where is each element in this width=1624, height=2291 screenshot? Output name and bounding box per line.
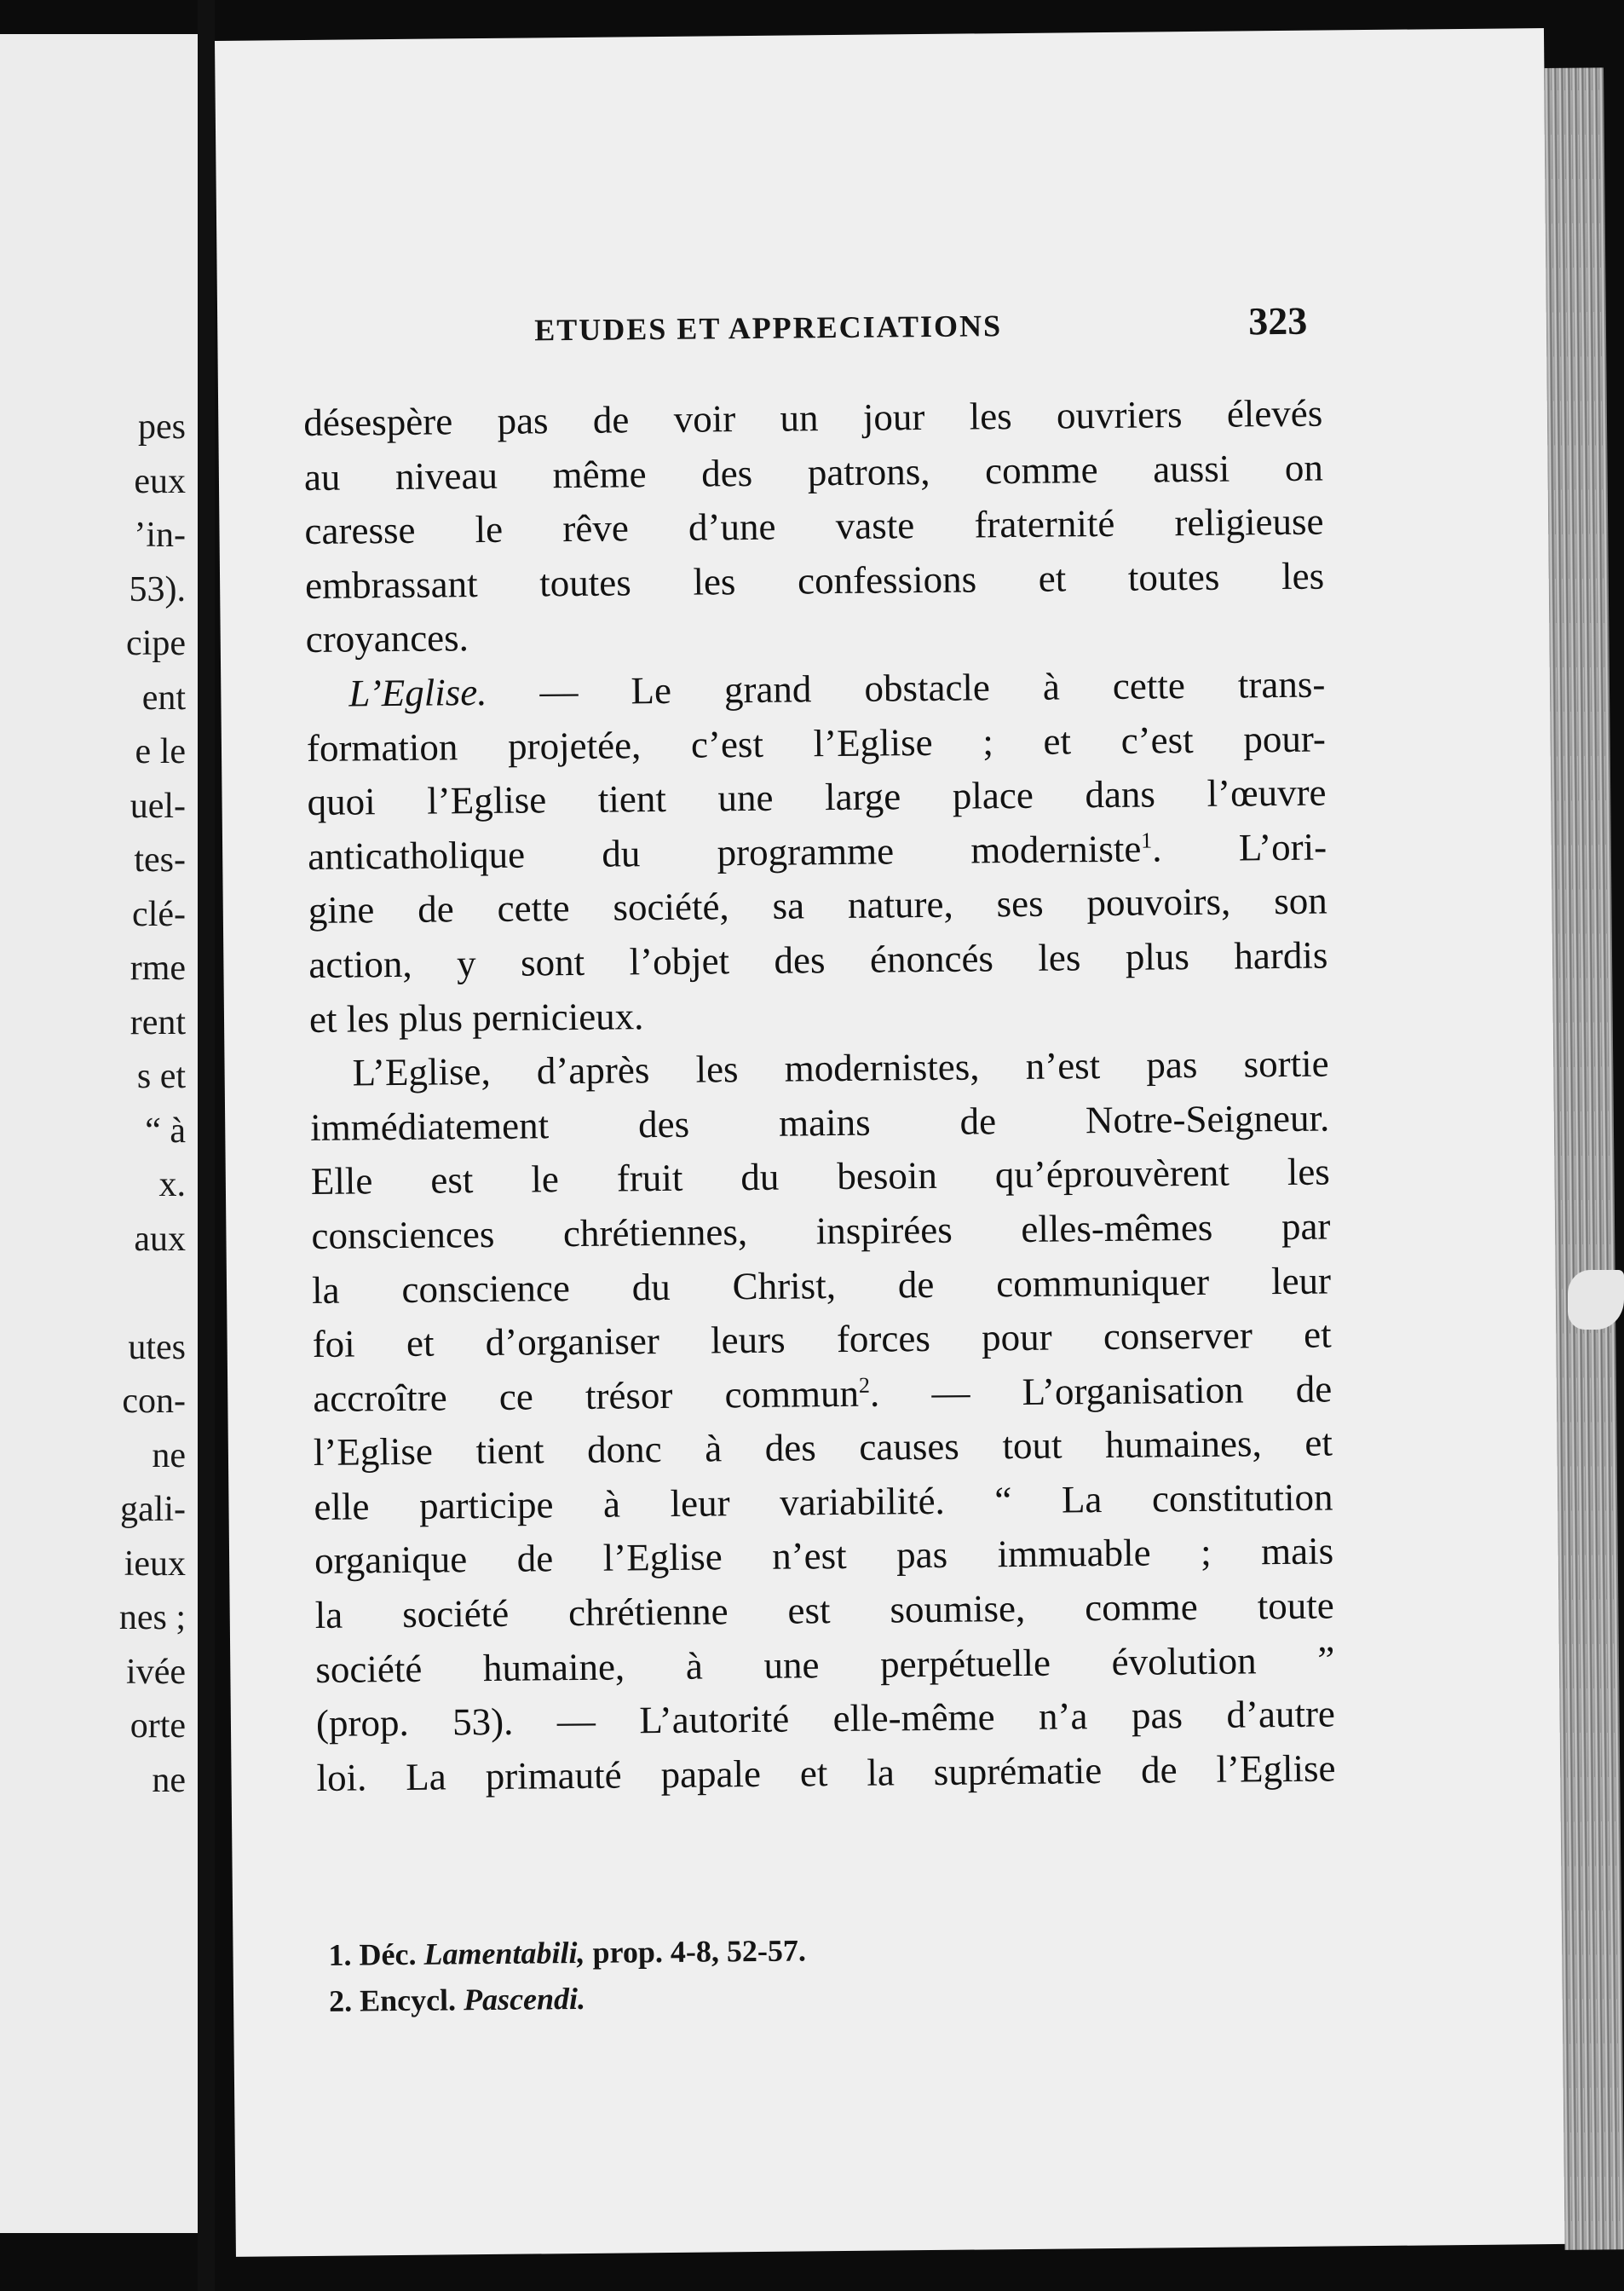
previous-page-line-fragment: ent (141, 678, 186, 718)
text-line (314, 1579, 1334, 1643)
text-line (312, 1308, 1332, 1372)
previous-page-line-fragment: clé- (132, 894, 186, 934)
previous-page-line-fragment: aux (134, 1219, 186, 1259)
line-text: la société chrétienne est soumise, comme toute (314, 1584, 1334, 1637)
line-text: embrassant toutes les confessions et toutes les (304, 554, 1325, 607)
previous-page-line-fragment: eux (134, 461, 186, 501)
line-text: Elle est le fruit du besoin qu’éprouvèrent les (310, 1150, 1331, 1203)
line-text: accroître ce trésor commun (313, 1371, 860, 1420)
text-line (307, 712, 1327, 776)
line-text: action, y sont l’objet des énoncés les plus hardis (308, 933, 1328, 986)
line-text: immédiatement des mains de Notre-Seigneur. (310, 1096, 1330, 1149)
previous-page-fragment (0, 34, 198, 2233)
text-line (316, 1688, 1336, 1751)
text-line (309, 1037, 1329, 1101)
previous-page-line-fragment: gali- (120, 1490, 186, 1529)
text-line (310, 1091, 1330, 1155)
footnote-title: Lamentabili, (423, 1935, 585, 1971)
text-line (314, 1417, 1333, 1480)
page-number: 323 (1247, 298, 1308, 343)
previous-page-line-fragment: pes (138, 407, 186, 447)
line-text: croyances. (305, 616, 469, 661)
previous-page-line-fragment: x. (158, 1165, 186, 1204)
previous-page-line-fragment: ’in- (134, 516, 186, 555)
text-line (307, 766, 1327, 830)
previous-page-line-fragment (119, 1267, 186, 1321)
section-heading: L’Eglise. (348, 670, 487, 715)
line-text-tail: . L’ori- (1152, 825, 1327, 870)
line-text: L’Eglise, d’après les modernistes, n’est pas sortie (352, 1042, 1329, 1094)
text-line (315, 1633, 1335, 1697)
line-text: société humaine, à une perpétuelle évolution ” (315, 1638, 1335, 1691)
previous-page-line-fragment: uel- (130, 786, 186, 826)
previous-page-line-fragment: s et (136, 1057, 186, 1096)
previous-page-line-fragment: nes ; (118, 1598, 186, 1637)
previous-page-line-fragment: ieux (124, 1544, 186, 1584)
text-line (303, 387, 1323, 451)
body-text (303, 387, 1336, 1806)
previous-page-line-fragment: e le (135, 732, 186, 771)
footnote (319, 1973, 807, 2023)
footnote-title: Pascendi. (463, 1981, 586, 2017)
text-line (314, 1525, 1334, 1589)
previous-page-line-fragment: rent (130, 1002, 186, 1042)
line-text: foi et d’organiser leurs forces pour conserver et (312, 1313, 1332, 1366)
text-line (313, 1362, 1333, 1426)
text-line (308, 820, 1327, 884)
text-line (311, 1199, 1331, 1263)
footnote-reference: prop. 4-8, 52-57. (592, 1933, 807, 1970)
line-text: au niveau même des patrons, comme aussi on (303, 446, 1324, 499)
footnote-marker: 1 (1141, 828, 1153, 853)
line-text: anticatholique du programme moderniste (307, 827, 1142, 878)
line-text: gine de cette société, sa nature, ses pouvoirs, son (308, 879, 1327, 932)
line-text: consciences chrétiennes, inspirées elles-mêmes par (311, 1204, 1331, 1257)
line-text: elle participe à leur variabilité. “ La constitution (314, 1475, 1333, 1528)
previous-page-line-fragment: utes (128, 1327, 186, 1367)
line-text: l’Eglise tient donc à des causes tout humaines, et (313, 1421, 1333, 1474)
text-line (304, 441, 1324, 505)
previous-page-line-fragment: ivée (126, 1652, 186, 1692)
line-text: formation projetée, c’est l’Eglise ; et c’est pour- (306, 717, 1327, 770)
text-line (314, 1470, 1333, 1534)
previous-page-line-fragment: tes- (134, 840, 186, 880)
previous-page-line-fragment: rme (130, 949, 186, 988)
text-line (308, 874, 1328, 938)
text-line (305, 549, 1325, 613)
line-text: et les plus pernicieux. (308, 994, 644, 1041)
text-line (316, 1741, 1336, 1805)
line-text: — Le grand obstacle à cette trans- (487, 662, 1326, 713)
footnotes (318, 1927, 806, 2023)
previous-page-line-fragment: “ à (145, 1111, 186, 1151)
page-edge-tear (1568, 1270, 1624, 1330)
footnote-number: 2. (328, 1983, 353, 2018)
running-head-title: ETUDES ET APPRECIATIONS (534, 309, 1003, 348)
line-text: quoi l’Eglise tient une large place dans l’œuvre (307, 770, 1327, 824)
footnote (318, 1927, 806, 1977)
text-line (312, 1254, 1332, 1318)
previous-page-line-fragment: 53). (129, 569, 186, 609)
footnote-number: 1. (328, 1937, 352, 1972)
line-text: désespère pas de voir un jour les ouvriers élevés (303, 391, 1323, 445)
text-line (309, 983, 1329, 1047)
line-text: loi. La primauté papale et la suprématie de l’Eglise (316, 1746, 1336, 1799)
previous-page-line-fragment: ne (152, 1760, 186, 1800)
previous-page-line-fragments (119, 401, 186, 1808)
line-text: caresse le rêve d’une vaste fraternité religieuse (304, 499, 1324, 553)
line-text: la conscience du Christ, de communiquer leur (311, 1258, 1332, 1312)
previous-page-line-fragment: ne (152, 1435, 186, 1475)
line-text: (prop. 53). — L’autorité elle-même n’a pas d’autre (315, 1692, 1336, 1746)
footnote-prefix: Encycl. (359, 1982, 457, 2018)
text-line (311, 1146, 1331, 1209)
running-head (217, 298, 1356, 348)
book-gutter (198, 0, 215, 2291)
text-line (305, 603, 1325, 667)
footnote-marker: 2 (858, 1372, 871, 1398)
line-text-tail: . — L’organisation de (869, 1367, 1333, 1415)
text-line (306, 657, 1326, 721)
page-323 (215, 28, 1565, 2257)
previous-page-line-fragment: con- (122, 1382, 186, 1421)
previous-page-line-fragment: orte (130, 1706, 186, 1746)
text-line (304, 495, 1324, 559)
footnote-prefix: Déc. (359, 1936, 417, 1972)
line-text: organique de l’Eglise n’est pas immuable ; mais (314, 1529, 1334, 1583)
previous-page-line-fragment: cipe (126, 624, 186, 663)
text-line (308, 928, 1328, 992)
